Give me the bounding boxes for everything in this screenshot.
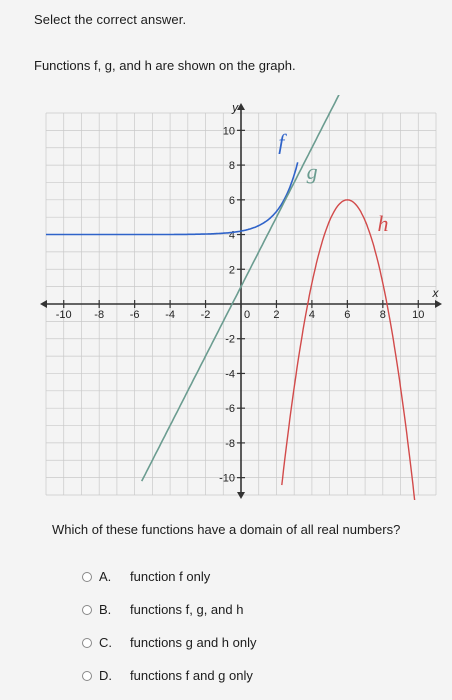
radio-button[interactable]: [82, 605, 92, 615]
option-letter: D.: [99, 668, 112, 683]
x-tick-label: 0: [243, 309, 251, 321]
radio-button[interactable]: [82, 638, 92, 648]
option-text: functions f and g only: [130, 668, 253, 683]
option-letter: B.: [99, 602, 112, 617]
x-axis-arrow: [40, 300, 47, 308]
curve-h-label: h: [377, 211, 389, 237]
question-text: Which of these functions have a domain of all real numbers?: [52, 522, 401, 537]
x-tick-label: -6: [129, 309, 140, 321]
y-tick-label: -8: [225, 437, 235, 450]
x-tick-label: 4: [308, 309, 315, 321]
y-tick-label: -6: [225, 403, 235, 416]
y-axis-arrow: [237, 103, 245, 110]
y-tick-label: 2: [228, 264, 235, 277]
option-a[interactable]: [78, 568, 438, 601]
option-b[interactable]: [78, 601, 438, 634]
y-tick-label: -10: [219, 472, 235, 485]
y-tick-label: -2: [225, 333, 235, 346]
x-tick-label: 10: [412, 309, 425, 321]
x-tick-label: -4: [165, 309, 175, 321]
x-tick-label: -10: [55, 309, 72, 321]
radio-button[interactable]: [82, 572, 92, 582]
option-letter: A.: [99, 569, 112, 584]
option-d[interactable]: [78, 667, 438, 700]
option-c[interactable]: [78, 634, 438, 667]
y-tick-label: -4: [225, 368, 235, 381]
option-text: functions f, g, and h: [130, 602, 244, 617]
x-tick-label: -2: [200, 309, 211, 321]
question-prompt: Functions f, g, and h are shown on the graph.: [34, 58, 296, 73]
x-axis-arrow: [435, 300, 442, 308]
radio-button[interactable]: [82, 671, 92, 681]
x-axis-label: x: [432, 286, 439, 301]
x-tick-label: 8: [379, 309, 386, 321]
function-graph: [38, 95, 448, 500]
y-tick-label: 10: [222, 125, 235, 138]
curve-g: [142, 95, 378, 481]
curve-f: [46, 162, 298, 234]
y-axis-label: y: [232, 100, 239, 115]
x-tick-label: 2: [273, 309, 280, 321]
option-letter: C.: [99, 635, 112, 650]
y-tick-label: 4: [228, 229, 235, 242]
y-tick-label: 8: [228, 160, 235, 173]
graph-ticks: [56, 125, 425, 484]
option-text: function f only: [130, 569, 211, 584]
y-axis-arrow: [237, 492, 245, 499]
option-text: functions g and h only: [130, 635, 257, 650]
x-tick-label: 6: [344, 309, 351, 321]
y-tick-label: 6: [228, 194, 235, 207]
instruction-heading: Select the correct answer.: [34, 12, 187, 27]
answer-options: [78, 568, 438, 700]
curve-f-label: f: [278, 129, 285, 155]
curve-g-label: g: [306, 158, 318, 184]
curve-h: [282, 200, 415, 500]
x-tick-label: -8: [94, 309, 105, 321]
